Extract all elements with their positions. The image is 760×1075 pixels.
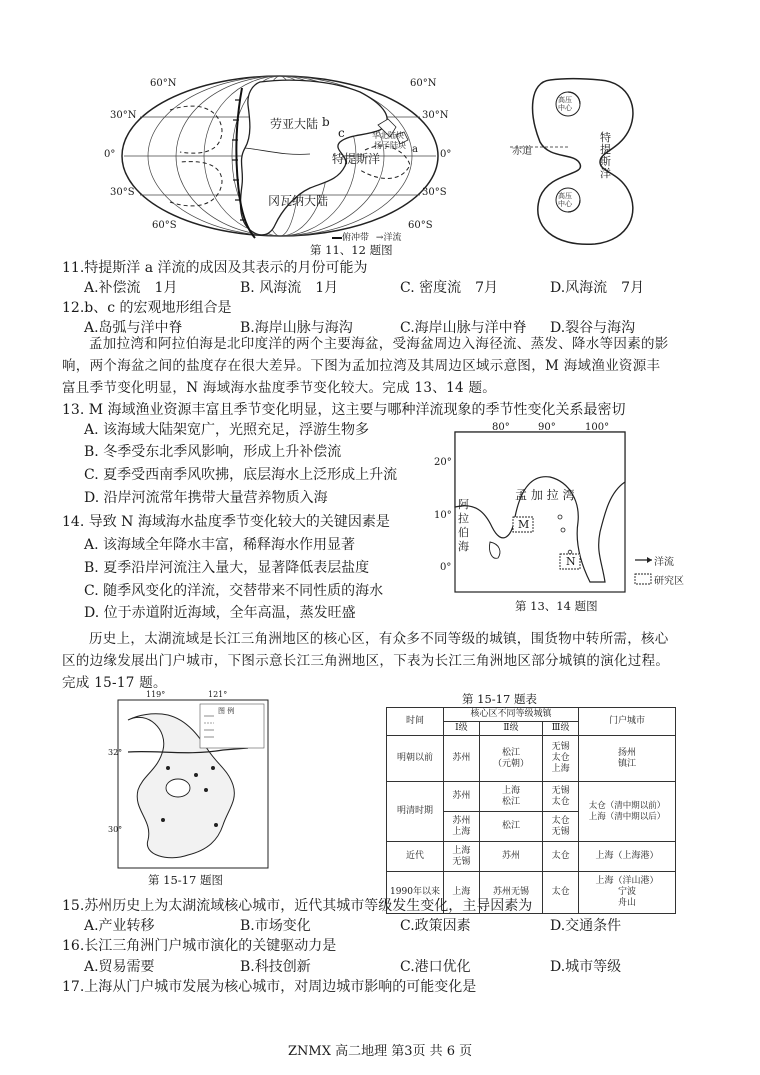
question-13: 13. M 海域渔业资源丰富且季节变化明显，这主要与哪种洋流现象的季节性变化关系最密切	[62, 402, 626, 418]
question-16: 16.长江三角洲门户城市演化的关键驱动力是	[62, 938, 337, 954]
question-11: 11.特提斯洋 a 洋流的成因及其表示的月份可能为	[62, 260, 368, 276]
lon-90-label: 90°	[538, 422, 556, 433]
q15-option-c[interactable]: C.政策因素	[400, 918, 471, 934]
page-footer: ZNMX 高二地理 第3页 共 6 页	[288, 1044, 473, 1059]
table-cell: 上海（上海港）	[579, 842, 676, 872]
question-12: 12.b、c 的宏观地形组合是	[62, 300, 232, 316]
lat-0-right: 0°	[440, 149, 452, 160]
lon-119-label: 119°	[146, 690, 166, 699]
table-cell: 无锡 太仓 上海	[543, 736, 579, 782]
lat-60n-left: 60°N	[150, 78, 177, 89]
town-evolution-table	[386, 707, 676, 914]
north-china-block-label: 华北陆块	[372, 131, 404, 140]
q11-option-d[interactable]: D.风海流 7月	[550, 280, 645, 296]
table-cell: 太仓	[543, 872, 579, 914]
th-level-3: Ⅲ级	[543, 722, 579, 736]
q11-option-a[interactable]: A.补偿流 1月	[84, 280, 178, 296]
q13-option-a[interactable]: A. 该海域大陆架宽广，光照充足，浮游生物多	[84, 422, 370, 438]
q12-option-a[interactable]: A.岛弧与洋中脊	[84, 320, 183, 336]
table-caption: 第 15-17 题表	[462, 692, 537, 706]
q13-option-b[interactable]: B. 冬季受东北季风影响，形成上升补偿流	[84, 444, 342, 460]
lat-30s-left: 30°S	[110, 187, 135, 198]
table-cell: 扬州 镇江	[579, 736, 676, 782]
legend-ocean-current: 洋流	[654, 557, 674, 568]
table-cell: 上海 无锡	[444, 842, 480, 872]
table-cell: 苏州	[444, 782, 480, 812]
area-n-label: N	[566, 555, 576, 568]
figure-caption-13-14: 第 13、14 题图	[515, 599, 598, 613]
yangtze-block-label: 扬子陆块	[374, 141, 406, 150]
lat-30-label: 30°	[108, 825, 123, 834]
q13-option-d[interactable]: D. 沿岸河流常年携带大量营养物质入海	[84, 490, 328, 506]
table-cell: 苏州	[444, 736, 480, 782]
q15-option-b[interactable]: B.市场变化	[240, 918, 311, 934]
table-cell: 上海	[444, 872, 480, 914]
q12-option-d[interactable]: D.裂谷与海沟	[550, 320, 636, 336]
legend-subduction: 俯冲带 →洋流	[332, 230, 401, 243]
tethys-label: 特提斯洋	[332, 152, 381, 166]
lat-60n-right: 60°N	[410, 78, 437, 89]
th-level-2: Ⅱ级	[479, 722, 543, 736]
q14-option-b[interactable]: B. 夏季沿岸河流注入量大，显著降低表层盐度	[84, 560, 370, 576]
figure-yangtze-delta-map	[108, 690, 278, 890]
lat-30n-left: 30°N	[110, 110, 137, 121]
high-pressure-north: 高压 中心	[558, 96, 572, 112]
table-cell: 明朝以前	[387, 736, 444, 782]
passage-yangtze-delta: 历史上，太湖流域是长江三角洲地区的核心区，有众多不同等级的城镇，围货物中转所需，核心区的边缘发展出门户城市，下图示意长江三角洲地区，下表为长江三角洲地区部分城镇的演化过程。完成 15-17 题。	[62, 631, 670, 691]
lat-20-label: 20°	[434, 457, 452, 468]
lat-30s-right: 30°S	[422, 187, 447, 198]
lat-0-label: 0°	[440, 562, 452, 573]
map-legend-title: 图 例	[218, 707, 235, 715]
q16-option-d[interactable]: D.城市等级	[550, 959, 622, 975]
table-cell: 太仓	[543, 842, 579, 872]
gondwana-label: 冈瓦纳大陆	[268, 194, 329, 208]
question-17: 17.上海从门户城市发展为核心城市，对周边城市影响的可能变化是	[62, 979, 477, 995]
lat-10-label: 10°	[434, 510, 452, 521]
table-cell: 上海（洋山港） 宁波 舟山	[579, 872, 676, 914]
q11-option-c[interactable]: C. 密度流 7月	[400, 280, 499, 296]
q13-option-c[interactable]: C. 夏季受西南季风吹拂，底层海水上泛形成上升流	[84, 467, 398, 483]
question-14: 14. 导致 N 海域海水盐度季节变化较大的关键因素是	[62, 514, 390, 530]
q16-option-c[interactable]: C.港口优化	[400, 959, 471, 975]
figure-tethys-pressure	[510, 72, 670, 252]
tethys-ocean-label: 特 提 斯 洋	[600, 131, 611, 180]
lat-30n-right: 30°N	[422, 110, 449, 121]
table-cell: 松江	[479, 812, 543, 842]
legend-study-area: 研究区	[654, 576, 684, 587]
q15-option-d[interactable]: D.交通条件	[550, 918, 622, 934]
th-time: 时间	[387, 708, 444, 736]
table-cell: 松江 （元朝）	[479, 736, 543, 782]
lat-0-left: 0°	[104, 149, 116, 160]
q14-option-a[interactable]: A. 该海域全年降水丰富，稀释海水作用显著	[84, 537, 356, 553]
question-15: 15.苏州历史上为太湖流域核心城市，近代其城市等级发生变化，主导因素为	[62, 898, 533, 914]
figure-tethys-map	[104, 70, 452, 265]
table-cell: 近代	[387, 842, 444, 872]
table-cell: 太仓 无锡	[543, 812, 579, 842]
lat-60s-right: 60°S	[408, 220, 433, 231]
q16-option-b[interactable]: B.科技创新	[240, 959, 311, 975]
table-cell: 上海 松江	[479, 782, 543, 812]
equator-label: 赤道	[512, 146, 532, 157]
th-core: 核心区不同等级城镇	[444, 708, 579, 722]
label-b: b	[322, 115, 330, 129]
passage-bengal-bay: 孟加拉湾和阿拉伯海是北印度洋的两个主要海盆，受海盆周边入海径流、蒸发、降水等因素的影响，两个海盆之间的盐度存在很大差异。下图为孟加拉湾及其周边区域示意图，M 海域渔业资源丰富且季节变化明显，N 海域海水盐度季节变化较大。完成 13、14 题。	[62, 336, 669, 396]
bay-of-bengal-label: 孟 加 拉 湾	[515, 488, 575, 502]
figure-caption-11-12: 第 11、12 题图	[310, 243, 393, 257]
th-gateway: 门户城市	[579, 708, 676, 736]
high-pressure-south: 高压 中心	[558, 192, 572, 208]
lon-100-label: 100°	[585, 422, 610, 433]
table-cell: 明清时期	[387, 782, 444, 842]
table-cell: 太仓（清中期以前） 上海（清中期以后）	[579, 782, 676, 842]
q14-option-d[interactable]: D. 位于赤道附近海域，全年高温，蒸发旺盛	[84, 605, 356, 621]
arabian-sea-label: 阿 拉 伯 海	[458, 498, 469, 553]
table-cell: 苏州	[479, 842, 543, 872]
q16-option-a[interactable]: A.贸易需要	[84, 959, 155, 975]
laurasia-label: 劳亚大陆	[270, 117, 319, 131]
lat-32-label: 32°	[108, 748, 123, 757]
q11-option-b[interactable]: B. 风海流 1月	[240, 280, 339, 296]
table-cell: 无锡 太仓	[543, 782, 579, 812]
q15-option-a[interactable]: A.产业转移	[84, 918, 155, 934]
table-cell: 1990年以来	[387, 872, 444, 914]
q12-option-b[interactable]: B.海岸山脉与海沟	[240, 320, 353, 336]
th-level-1: Ⅰ级	[444, 722, 480, 736]
label-c: c	[338, 126, 345, 140]
lon-121-label: 121°	[208, 690, 228, 699]
figure-bay-of-bengal	[430, 422, 700, 617]
figure-caption-15-17: 第 15-17 题图	[148, 873, 223, 887]
q14-option-c[interactable]: C. 随季风变化的洋流，交替带来不同性质的海水	[84, 583, 384, 599]
area-m-label: M	[518, 518, 530, 531]
q12-option-c[interactable]: C.海岸山脉与洋中脊	[400, 320, 527, 336]
table-cell: 苏州 上海	[444, 812, 480, 842]
table-cell: 苏州无锡	[479, 872, 543, 914]
lon-80-label: 80°	[492, 422, 510, 433]
label-a: a	[412, 144, 418, 155]
lat-60s-left: 60°S	[152, 220, 177, 231]
